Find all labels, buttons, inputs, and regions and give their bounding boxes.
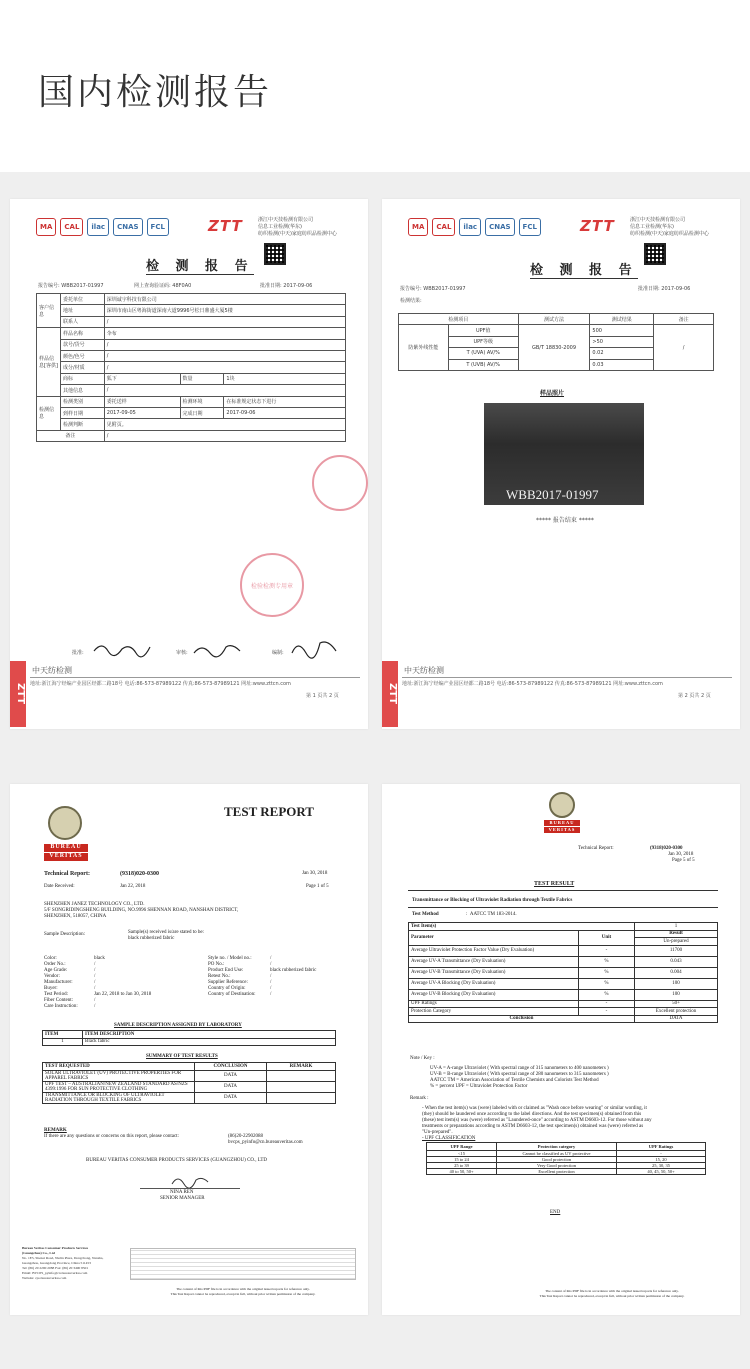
report-title: TEST REPORT <box>224 804 314 819</box>
note-label: Note / Key : <box>410 1056 435 1061</box>
contact-info: (86)20-22902088 bvcps_pyinfo@cn.bureauveritas.com <box>228 1134 303 1145</box>
tech-report-number: (9318)020-0300 <box>120 871 159 877</box>
remark-label: Remark : <box>410 1096 429 1101</box>
photo-label: WBB2017-01997 <box>506 487 599 502</box>
footer-divider <box>30 677 360 678</box>
received-label: Date Received: <box>44 884 75 889</box>
report-number: 报告编号: WBB2017-01997 <box>400 286 466 292</box>
tech-report-number: (9318)020-0300 <box>650 846 683 851</box>
test-title: Transmittance or Blocking of Ultraviolet Radiation through Textile Fabrics <box>412 898 573 903</box>
fcl-logo: FCL <box>519 218 541 236</box>
fcl-logo: FCL <box>147 218 169 236</box>
cn-report-page-1[interactable] <box>10 199 368 729</box>
footer-note: The content of this PDF file is in accordance with the original issued reports for reference only. This Test Report cannot be reproduced, except in full, without prior written permission of the company. <box>539 1289 685 1298</box>
bureau-veritas-emblem-icon <box>549 792 575 818</box>
received-date: Jan 22, 2018 <box>120 884 146 889</box>
report-end: ***** 报告结束 ***** <box>536 517 594 524</box>
cal-logo: CAL <box>60 218 83 236</box>
sample-desc: Sample(s) received is/are stated to be: black rubberized fabric <box>128 930 204 941</box>
title-divider <box>408 907 718 908</box>
conclusion-label: 检测结果: <box>400 298 422 304</box>
report-end: END <box>550 1210 561 1215</box>
sample-desc-label: Sample Description: <box>44 932 85 937</box>
signature-icon <box>170 1172 210 1188</box>
bv-report-page-1[interactable] <box>10 784 368 1315</box>
summary-table: TEST REQUESTED CONCLUSION REMARK SOLAR ULTRAVIOLET (UV) PROTECTIVE PROPERTIES FOR APPAREL FABRICS DATA UPF TEST – AUSTRALIAN/NEW ZEALAND STANDARD AS/NZS 4399:1996 FOR SUN PROTECTIVE CLOTHING DATA TRANSMITTANCE OR BLOCKING OF ULTRAVIOLET RADIATION THROUGH TEXTILE FABRICS DATA <box>42 1062 336 1104</box>
footer-address: 地址:浙江海宁经编产业园区经都二路18号 电话:86-573-87989122 传真:86-573-87989121 网址:www.zttcn.com <box>30 681 291 687</box>
org-name: 浙江中天技检测有限公司 信息工业检测(华东) 纺织检测(中天)家庭纺织品检测中心 <box>630 217 709 237</box>
bureau-label: BUREAU <box>544 820 580 826</box>
page-number: Page 1 of 5 <box>306 884 329 889</box>
seal-stamp-icon <box>312 455 368 511</box>
report-date: Jan 30, 2018 <box>302 871 328 876</box>
tech-report-label: Technical Report: <box>44 871 90 877</box>
section-divider <box>408 890 718 891</box>
method-label: Test Method <box>412 912 439 917</box>
sample-info-right: Style no. / Model no.: / PO No.: / Product End Use: black rubberized fabric Retest No.: / Supplier Reference: / Country of Origin: / Country of Destination: / <box>208 956 317 997</box>
veritas-label: VERITAS <box>44 853 88 861</box>
ilac-logo: ilac <box>87 218 109 236</box>
classification-label: - UPF CLASSIFICATION <box>422 1136 476 1141</box>
ilac-logo: ilac <box>459 218 481 236</box>
page-number: 第 1 页共 2 页 <box>306 693 339 699</box>
approve-date: 批准日期: 2017-09-06 <box>638 286 691 292</box>
remark-text: If there are any questions or concerns on this report, please contact: <box>44 1134 179 1139</box>
page-number: Page 5 of 5 <box>672 858 695 863</box>
seal-stamp-icon: 检验检测专用章 <box>240 553 304 617</box>
qr-code-icon <box>264 243 286 265</box>
sample-desc-table: ITEM ITEM DESCRIPTION 1 Black fabric <box>42 1030 336 1046</box>
bureau-veritas-emblem-icon <box>48 806 82 840</box>
footer-brand: 中天纺检测 <box>404 666 444 675</box>
test-group-label: 检测信息 <box>37 396 61 430</box>
cnas-logo: CNAS <box>113 218 142 236</box>
sign-approve-label: 批准: <box>72 650 84 656</box>
applicant: SHENZHEN JANEZ TECHNOLOGY CO., LTD. 5/F SONGRIDINGSHENG BUILDING, NO.9996 SHENNAN ROAD, NANSHAN DISTRICT, SHENZHEN, 518057, CHINA <box>44 902 239 919</box>
footer-address: 地址:浙江海宁经编产业园区经都二路18号 电话:86-573-87989122 传真:86-573-87989121 网址:www.zttcn.com <box>402 681 663 687</box>
report-date: Jan 30, 2018 <box>668 852 694 857</box>
org-name: 浙江中天技检测有限公司 信息工业检测(华东) 纺织检测(中天)家庭纺织品检测中心 <box>258 217 337 237</box>
tech-report-label: Technical Report: <box>578 846 614 851</box>
report-number: 报告编号: WBB2017-01997 <box>38 283 104 289</box>
test-method: : AATCC TM 183-2014. <box>466 912 517 917</box>
query-code: 网上查询验证码: 48F0A0 <box>134 283 192 289</box>
bv-report-page-5[interactable] <box>382 784 740 1315</box>
title-bar <box>0 0 750 172</box>
approve-date: 批准日期: 2017-09-06 <box>260 283 313 289</box>
page-number: 第 2 页共 2 页 <box>678 693 711 699</box>
page-title: 国内检测报告 <box>38 72 273 113</box>
footer-company: Bureau Veritas Consumer Products Services (Guangzhou) Co., Ltd No. 1E5, Shenai Road, Nielin Plaza, Dongchong, Nansha, Guangzhou, Guangdong Province, China 511453 Tel: (86) 20 2290 2088 Fax: (86) 20 3490 8501 Email: BVCPS_pyinfo@cn.bureauveritas.com Website: cps.bureauveritas.com <box>22 1246 104 1280</box>
remark-label: REMARK <box>44 1128 67 1133</box>
report-info-table: 客户信息 委托单位 深圳诚宇科技有限公司 地址 深圳市南山区粤海街道深南大道9996号松日鼎盛大厦5楼 联系人 / 样品信息[客供] 样品名称 伞布 款号/货号 / 颜色/色号 / 成分/材质 / 商标 狐下 数量 1块 其他信息 / 检测信息 检测类别 委托送样 检测环境 在标准规定状态下进行 到样日期 2017-09-05 完成日期 2017-09-06 检测判断 见附页。 备注 / <box>36 293 346 442</box>
certification-logos <box>408 216 541 238</box>
cnas-logo: CNAS <box>485 218 514 236</box>
result-table: 检测项目 测试方法 测试结果 备注 防紫外线性能 UPF值 GB/T 18830-2009 500 / UPF等级 >50 T (UVA) AV/% 0.02 T (UVB) AV/% 0.03 <box>398 313 714 371</box>
signature-icon <box>192 639 242 659</box>
section-title: TEST RESULT <box>534 881 575 887</box>
veritas-label: VERITAS <box>544 827 580 833</box>
report-title: 检 测 报 告 <box>146 255 254 275</box>
cal-logo: CAL <box>432 218 455 236</box>
ztt-side-band: ZTT <box>10 661 26 727</box>
cma-logo: MA <box>408 218 428 236</box>
certification-logos <box>36 216 169 238</box>
footer-divider <box>402 677 732 678</box>
report-title: 检 测 报 告 <box>530 259 638 279</box>
sample-group-label: 样品信息[客供] <box>37 328 61 396</box>
remark-text: - When the test item(s) was (were) labeled with or claimed as "Wash once before wearing" or similar wording, it (they) should be laundered once according to the label directions. And the test specimen(s) obtained from this (these) test item(s) was (were) referred as "Laundered-once" according to ASTM D6603-12. For those without any treatments or preparations according to ASTM D6603-12, the test specimen(s) obtained was (were) referred as "Un-prepared". <box>422 1106 652 1135</box>
bureau-label: BUREAU <box>44 844 88 852</box>
footer-note: The content of this PDF file is in accordance with the original issued reports for reference only. This Test Report cannot be reproduced, except in full, without prior written permission of the company. <box>170 1287 316 1296</box>
ztt-side-band: ZTT <box>382 661 398 727</box>
upf-classification-table: UPF Range Protection category UPF Ratings <15 Cannot be classified as UV protective - 15 to 24 Good protection 15, 20 25 to 39 Very Good protection 25, 30, 35 40 to 50, 50+ Excellent protection 40, 45, 50, 50+ <box>426 1142 706 1175</box>
notes: UV-A = A-range Ultraviolet ( With spectral range of 315 nanometers to 400 nanometers ) UV-B = B-range Ultraviolet ( With spectral range of 280 nanometers to 315 nanometers ) AATCC TM = American Association of Textile Chemists and Colorists Test Method % = percent UPF = Ultraviolet Protection Factor <box>430 1066 609 1089</box>
client-group-label: 客户信息 <box>37 294 61 328</box>
photo-title: 样品照片 <box>540 390 565 397</box>
sample-info-left: Color: black Order No.: / Age Grade: / Vendor: / Manufacturer: / Buyer: / Test Period: Jan 22, 2018 to Jan 30, 2018 Fiber Content: / Care Instruction: / <box>44 956 152 1009</box>
ztt-logo: ZTT <box>208 217 243 235</box>
uv-result-table: Test Item(s) 1 Parameter Unit Result Un-prepared Average Ultraviolet Protection Factor Value (Dry Evaluation) - 11700 Average UV-A Transmittance (Dry Evaluation) % 0.043 Average UV-B Transmittance (Dry Evaluation) % 0.004 Average UV-A Blocking (Dry Evaluation) % 100 Average UV-B Blocking (Dry Evaluation) % 100 UPF Ratings - 50+ Protection Category - Excellent protection Conclusion DATA <box>408 922 718 1023</box>
cn-report-page-2[interactable] <box>382 199 740 729</box>
sign-review-label: 审核: <box>176 650 188 656</box>
lab-company: BUREAU VERITAS CONSUMER PRODUCTS SERVICES (GUANGZHOU) CO., LTD <box>86 1158 268 1163</box>
ztt-logo: ZTT <box>580 217 615 235</box>
sign-edit-label: 编制: <box>272 650 284 656</box>
signer-name: NINA REN <box>170 1190 194 1195</box>
cma-logo: MA <box>36 218 56 236</box>
footer-brand: 中天纺检测 <box>32 666 72 675</box>
signature-icon <box>92 639 152 659</box>
qr-code-icon <box>644 243 666 265</box>
desc-heading: SAMPLE DESCRIPTION ASSIGNED BY LABORATORY <box>114 1023 242 1028</box>
disclaimer-box <box>130 1248 356 1280</box>
summary-heading: SUMMARY OF TEST RESULTS <box>146 1054 218 1059</box>
signature-icon <box>290 637 340 659</box>
signature-line <box>140 1188 240 1189</box>
signer-title: SENIOR MANAGER <box>160 1196 205 1201</box>
